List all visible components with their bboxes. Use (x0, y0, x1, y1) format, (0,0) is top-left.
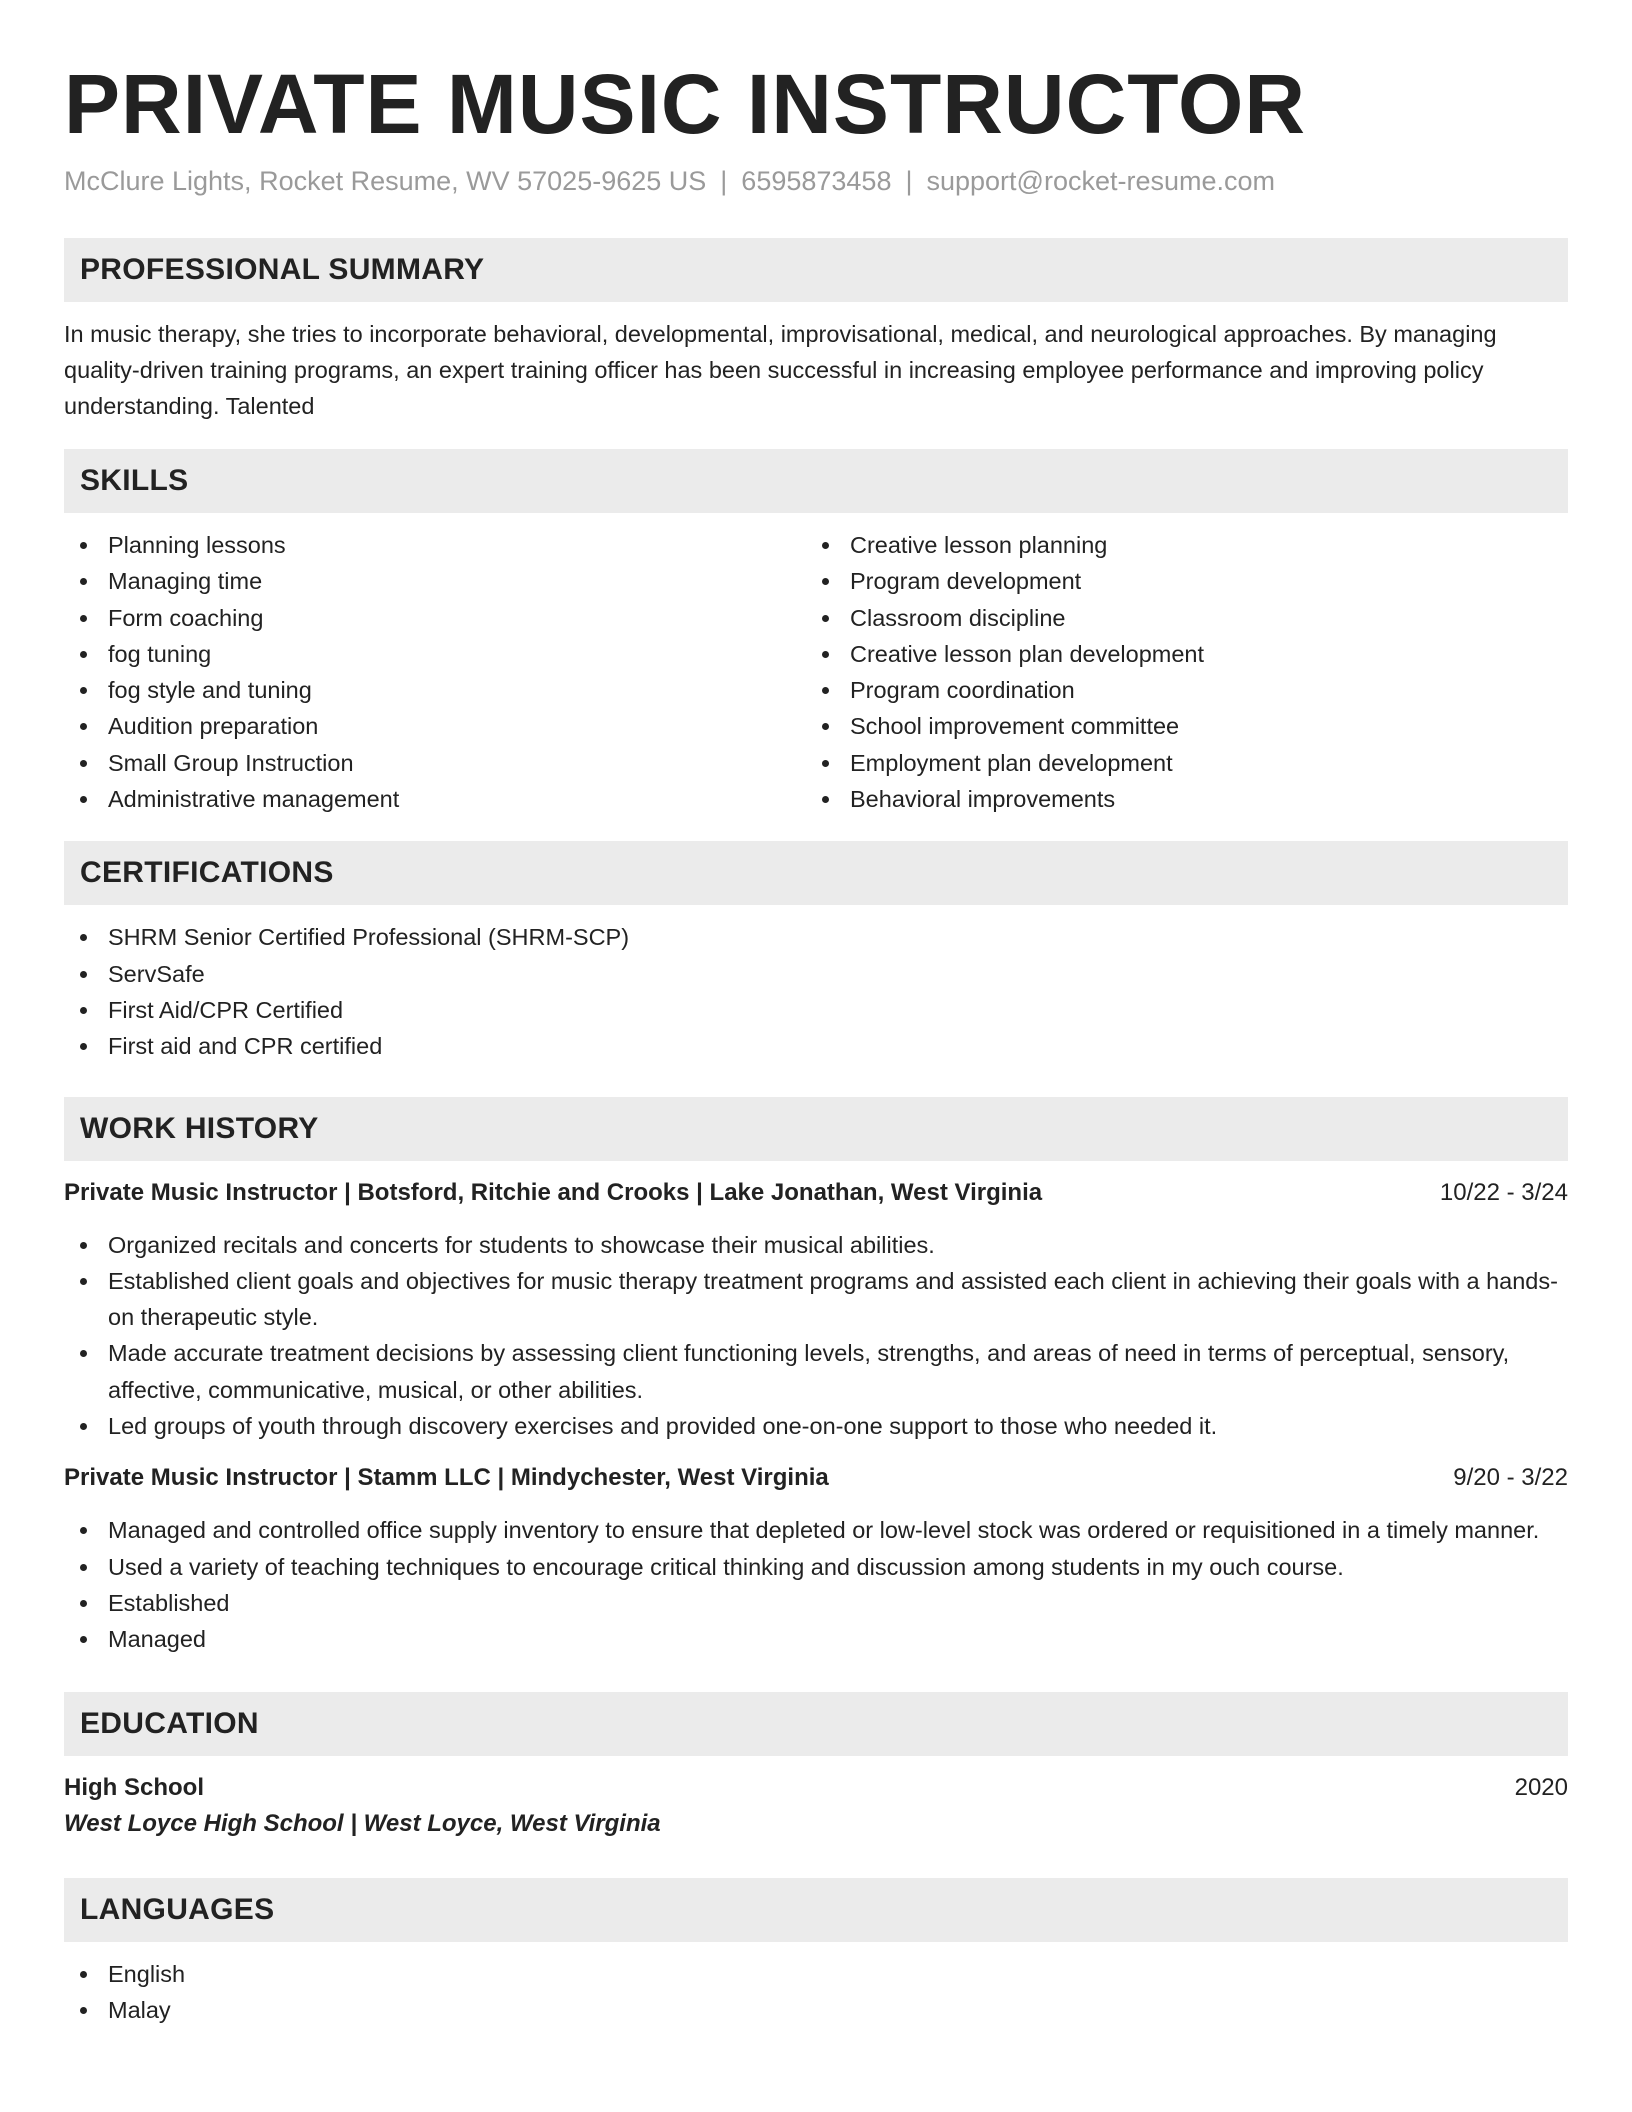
skills-column-right (806, 527, 1548, 817)
job-entry (64, 1175, 1568, 1445)
skill-item: Form coaching (64, 600, 806, 636)
job-bullets (64, 1227, 1568, 1445)
skill-item: fog tuning (64, 636, 806, 672)
job-bullet: Organized recitals and concerts for students to showcase their musical abilities. (64, 1227, 1568, 1263)
job-bullet: Made accurate treatment decisions by assessing client functioning levels, strengths, and areas of need in terms of perceptual, sensory, affective, communicative, musical, or other abilities. (64, 1335, 1568, 1408)
contact-separator: | (720, 166, 728, 196)
job-bullet: Managed and controlled office supply inventory to ensure that depleted or low-level stock was ordered or requisitioned in a timely manner. (64, 1512, 1568, 1548)
section-heading-summary: PROFESSIONAL SUMMARY (64, 238, 1568, 302)
certification-item: First Aid/CPR Certified (64, 992, 1568, 1028)
contact-phone: 6595873458 (741, 166, 892, 196)
languages-list (64, 1956, 1568, 2029)
contact-email: support@rocket-resume.com (926, 166, 1276, 196)
certification-item: ServSafe (64, 956, 1568, 992)
section-heading-work-history: WORK HISTORY (64, 1097, 1568, 1161)
contact-separator: | (905, 166, 913, 196)
job-bullet: Established client goals and objectives for music therapy treatment programs and assisted each client in achieving their goals with a hands-on therapeutic style. (64, 1263, 1568, 1336)
certification-item: First aid and CPR certified (64, 1028, 1568, 1064)
skill-item: fog style and tuning (64, 672, 806, 708)
skill-item: Small Group Instruction (64, 745, 806, 781)
page-title: PRIVATE MUSIC INSTRUCTOR (64, 57, 1307, 151)
job-bullet: Established (64, 1585, 1568, 1621)
job-title: Private Music Instructor | Stamm LLC | Mindychester, West Virginia (64, 1464, 829, 1492)
section-heading-skills: SKILLS (64, 449, 1568, 513)
job-dates: 10/22 - 3/24 (1439, 1178, 1568, 1206)
skill-item: Program coordination (806, 672, 1548, 708)
certification-item: SHRM Senior Certified Professional (SHRM-SCP) (64, 919, 1568, 955)
education-school: West Loyce High School | West Loyce, West Virginia (64, 1809, 661, 1837)
job-entry (64, 1460, 1568, 1657)
job-bullet: Managed (64, 1621, 1568, 1657)
job-title: Private Music Instructor | Botsford, Ritchie and Crooks | Lake Jonathan, West Virginia (64, 1178, 1043, 1206)
job-header (64, 1460, 1568, 1496)
section-heading-languages: LANGUAGES (64, 1878, 1568, 1942)
job-bullets (64, 1512, 1568, 1657)
education-degree: High School (64, 1773, 204, 1801)
skill-item: Managing time (64, 563, 806, 599)
skill-item: Creative lesson plan development (806, 636, 1548, 672)
contact-address: McClure Lights, Rocket Resume, WV 57025-9625 US (64, 166, 707, 196)
skill-item: School improvement committee (806, 708, 1548, 744)
section-heading-education: EDUCATION (64, 1692, 1568, 1756)
skill-item: Administrative management (64, 781, 806, 817)
education-year: 2020 (1514, 1773, 1568, 1801)
skill-item: Creative lesson planning (806, 527, 1548, 563)
job-bullet: Used a variety of teaching techniques to encourage critical thinking and discussion among students in my ouch course. (64, 1549, 1568, 1585)
skill-item: Program development (806, 563, 1548, 599)
skill-item: Audition preparation (64, 708, 806, 744)
skill-item: Planning lessons (64, 527, 806, 563)
job-header (64, 1175, 1568, 1211)
skill-item: Classroom discipline (806, 600, 1548, 636)
job-bullet: Led groups of youth through discovery exercises and provided one-on-one support to those who needed it. (64, 1408, 1568, 1444)
language-item: English (64, 1956, 1568, 1992)
skills-list (64, 527, 1568, 817)
skill-item: Behavioral improvements (806, 781, 1548, 817)
section-heading-certifications: CERTIFICATIONS (64, 841, 1568, 905)
education-header (64, 1770, 1568, 1806)
certifications-list (64, 919, 1568, 1064)
contact-line (64, 164, 1568, 198)
job-dates: 9/20 - 3/22 (1453, 1464, 1568, 1492)
summary-text: In music therapy, she tries to incorporate behavioral, developmental, improvisational, medical, and neurological approaches. By managing quality-driven training programs, an expert training officer has been successful in increasing employee performance and improving policy understanding. Talented (64, 321, 1497, 419)
skill-item: Employment plan development (806, 745, 1548, 781)
skills-column-left (64, 527, 806, 817)
language-item: Malay (64, 1992, 1568, 2028)
